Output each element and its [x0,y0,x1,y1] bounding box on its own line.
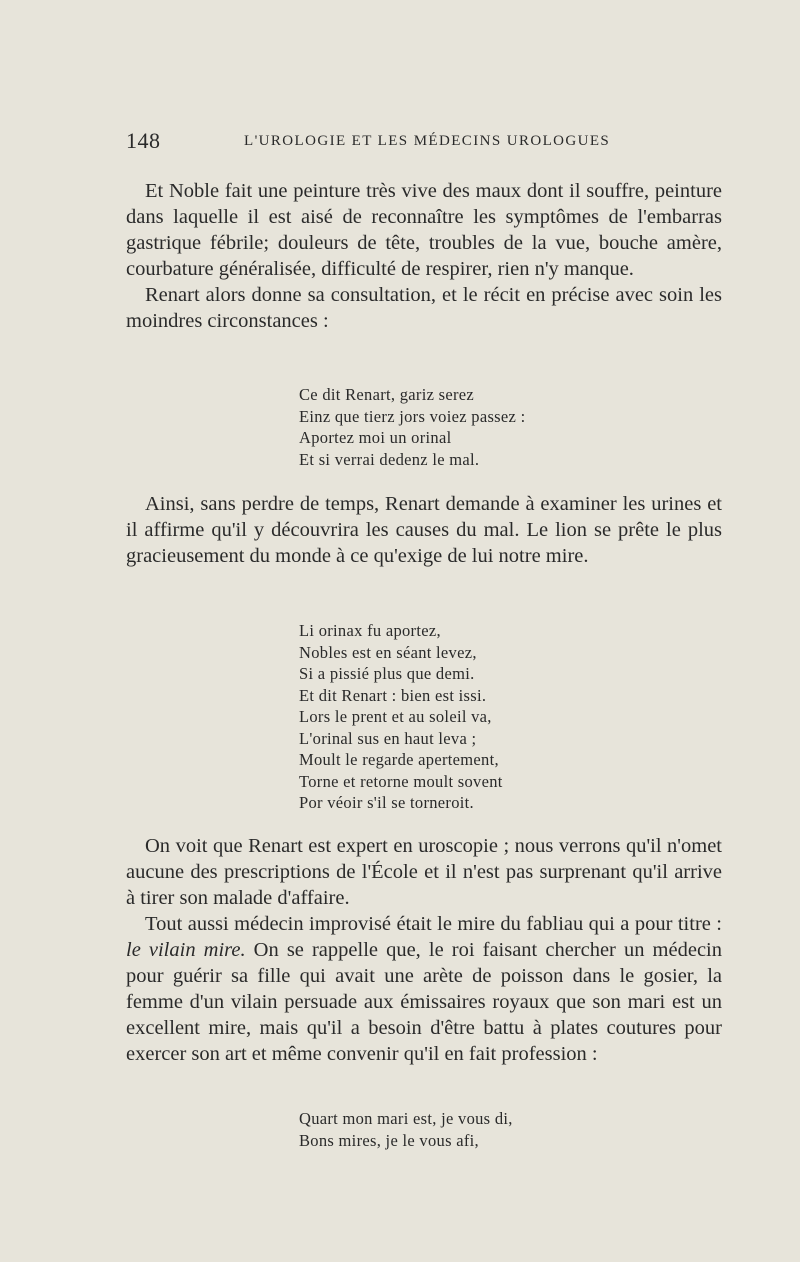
fabliau-title: le vilain mire. [126,939,246,961]
verse-line: Torne et retorne moult sovent [299,771,503,791]
paragraph-vilain-mire [126,911,722,1067]
paragraph-text: On se rappelle que, le roi faisant chercher un médecin pour guérir sa fille qui avait une arète de poisson dans le gosier, la femme d'un vilain persuade aux émissaires royaux que son mari est un excellent mire, mais qu'il a besoin d'être battu à plates coutures pour exercer son art et même convenir qu'il en fait profession : [126,939,722,1065]
verse-line: Einz que tierz jors voiez passez : [299,406,526,426]
verse-line: Si a pissié plus que demi. [299,664,475,683]
paragraph-renart-consultation: Renart alors donne sa consultation, et le récit en précise avec soin les moindres circonstances : [126,284,722,332]
verse-line: Aportez moi un orinal [299,428,452,447]
verse-block-1 [299,384,525,470]
verse-line: Quart mon mari est, je vous di, [299,1109,513,1128]
paragraph-ainsi: Ainsi, sans perdre de temps, Renart demande à examiner les urines et il affirme qu'il y découvrira les causes du mal. Le lion se prête le plus gracieusement du monde à ce qu'exige de lui notre mire. [126,493,722,567]
verse-line: Et si verrai dedenz le mal. [299,449,480,469]
verse-line: Por véoir s'il se torneroit. [299,793,474,812]
text-block-2 [126,491,722,569]
text-block-1 [126,178,722,334]
verse-block-3 [299,1108,513,1151]
verse-line: Li orinax fu aportez, [299,621,441,640]
paragraph-text: Tout aussi médecin improvisé était le mire du fabliau qui a pour titre : [145,913,722,935]
paragraph-noble: Et Noble fait une peinture très vive des maux dont il souffre, peinture dans laquelle il est aisé de reconnaître les symptômes de l'embarras gastrique fébrile; douleurs de tête, troubles de la vue, bouche amère, courbature généralisée, difficulté de respirer, rien n'y manque. [126,180,722,280]
verse-line: Bons mires, je le vous afi, [299,1130,479,1150]
page-number: 148 [126,128,161,153]
paragraph-uroscopie: On voit que Renart est expert en uroscopie ; nous verrons qu'il n'omet aucune des prescriptions de l'École et il n'est pas surprenant qu'il arrive à tirer son malade d'affaire. [126,835,722,909]
verse-line: Et dit Renart : bien est issi. [299,685,487,705]
verse-line: Ce dit Renart, gariz serez [299,385,475,404]
running-title: L'UROLOGIE ET LES MÉDECINS UROLOGUES [244,133,611,149]
verse-block-2 [299,620,503,814]
verse-line: Lors le prent et au soleil va, [299,707,492,726]
verse-line: Moult le regarde apertement, [299,750,499,769]
verse-line: Nobles est en séant levez, [299,642,477,662]
text-block-3 [126,833,722,1067]
verse-line: L'orinal sus en haut leva ; [299,728,477,748]
page-header [126,128,726,158]
